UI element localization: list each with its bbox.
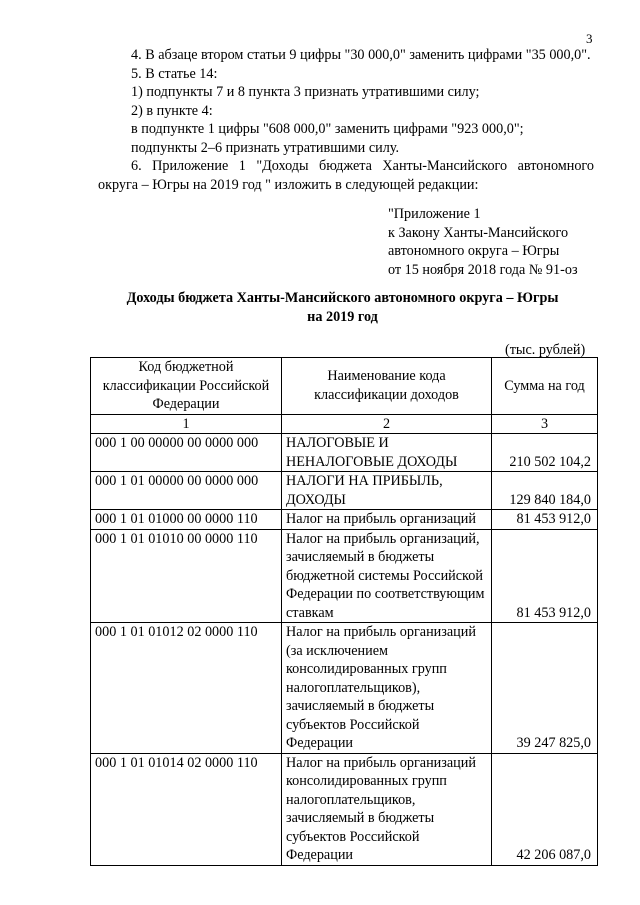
header-amount: Сумма на год <box>492 358 598 415</box>
paragraph: 6. Приложение 1 "Доходы бюджета Ханты-Мансийского автономного округа – Югры на 2019 год " изложить в следующей редакции: <box>98 158 594 193</box>
table-header-row <box>91 358 598 415</box>
row-name: НАЛОГОВЫЕ И НЕНАЛОГОВЫЕ ДОХОДЫ <box>282 434 492 472</box>
paragraph: 4. В абзаце втором статьи 9 цифры "30 000,0" заменить цифрами "35 000,0". <box>131 47 591 63</box>
row-amount: 81 453 912,0 <box>492 510 598 530</box>
row-name: Налог на прибыль организаций (за исключением консолидированных групп налогоплательщиков), зачисляемый в бюджеты субъектов Российской Федерации <box>282 623 492 754</box>
column-number: 1 <box>91 414 282 434</box>
table-row <box>91 510 598 530</box>
body-text <box>98 46 594 194</box>
row-code: 000 1 01 01012 02 0000 110 <box>91 623 282 754</box>
column-number: 3 <box>492 414 598 434</box>
row-code: 000 1 01 01014 02 0000 110 <box>91 753 282 865</box>
paragraph: 5. В статье 14: <box>131 65 218 82</box>
table-row <box>91 753 598 865</box>
row-code: 000 1 00 00000 00 0000 000 <box>91 434 282 472</box>
row-code: 000 1 01 01010 00 0000 110 <box>91 529 282 623</box>
appendix-line: от 15 ноября 2018 года № 91-оз <box>388 261 578 278</box>
row-code: 000 1 01 00000 00 0000 000 <box>91 472 282 510</box>
row-amount: 42 206 087,0 <box>492 753 598 865</box>
column-number-row <box>91 414 598 434</box>
column-number: 2 <box>282 414 492 434</box>
row-amount: 39 247 825,0 <box>492 623 598 754</box>
row-amount: 210 502 104,2 <box>492 434 598 472</box>
units-label: (тыс. рублей) <box>505 342 586 358</box>
table-row <box>91 434 598 472</box>
row-amount: 81 453 912,0 <box>492 529 598 623</box>
row-name: Налог на прибыль организаций консолидированных групп налогоплательщиков, зачисляемый в бюджеты субъектов Российской Федерации <box>282 753 492 865</box>
paragraph: подпункты 2–6 признать утратившими силу. <box>131 139 400 156</box>
title-line: Доходы бюджета Ханты-Мансийского автономного округа – Югры <box>126 290 559 306</box>
paragraph: в подпункте 1 цифры "608 000,0" заменить цифрами "923 000,0"; <box>131 121 524 137</box>
row-code: 000 1 01 01000 00 0000 110 <box>91 510 282 530</box>
appendix-line: к Закону Ханты-Мансийского <box>388 224 569 241</box>
table-row <box>91 529 598 623</box>
document-title <box>90 289 595 326</box>
row-name: Налог на прибыль организаций, зачисляемый в бюджеты бюджетной системы Российской Федерации по соответствующим ставкам <box>282 529 492 623</box>
row-amount: 129 840 184,0 <box>492 472 598 510</box>
appendix-line: автономного округа – Югры <box>388 243 560 259</box>
row-name: Налог на прибыль организаций <box>282 510 492 530</box>
appendix-reference <box>388 205 598 279</box>
header-code: Код бюджетной классификации Российской Федерации <box>91 358 282 415</box>
paragraph: 1) подпункты 7 и 8 пункта 3 признать утратившими силу; <box>131 84 480 100</box>
table-row <box>91 623 598 754</box>
revenue-table <box>90 357 598 866</box>
table-row <box>91 472 598 510</box>
appendix-line: "Приложение 1 <box>388 206 481 222</box>
page-number: 3 <box>586 31 593 46</box>
header-name: Наименование кода классификации доходов <box>282 358 492 415</box>
title-line: на 2019 год <box>307 308 378 325</box>
row-name: НАЛОГИ НА ПРИБЫЛЬ, ДОХОДЫ <box>282 472 492 510</box>
paragraph: 2) в пункте 4: <box>131 102 213 119</box>
